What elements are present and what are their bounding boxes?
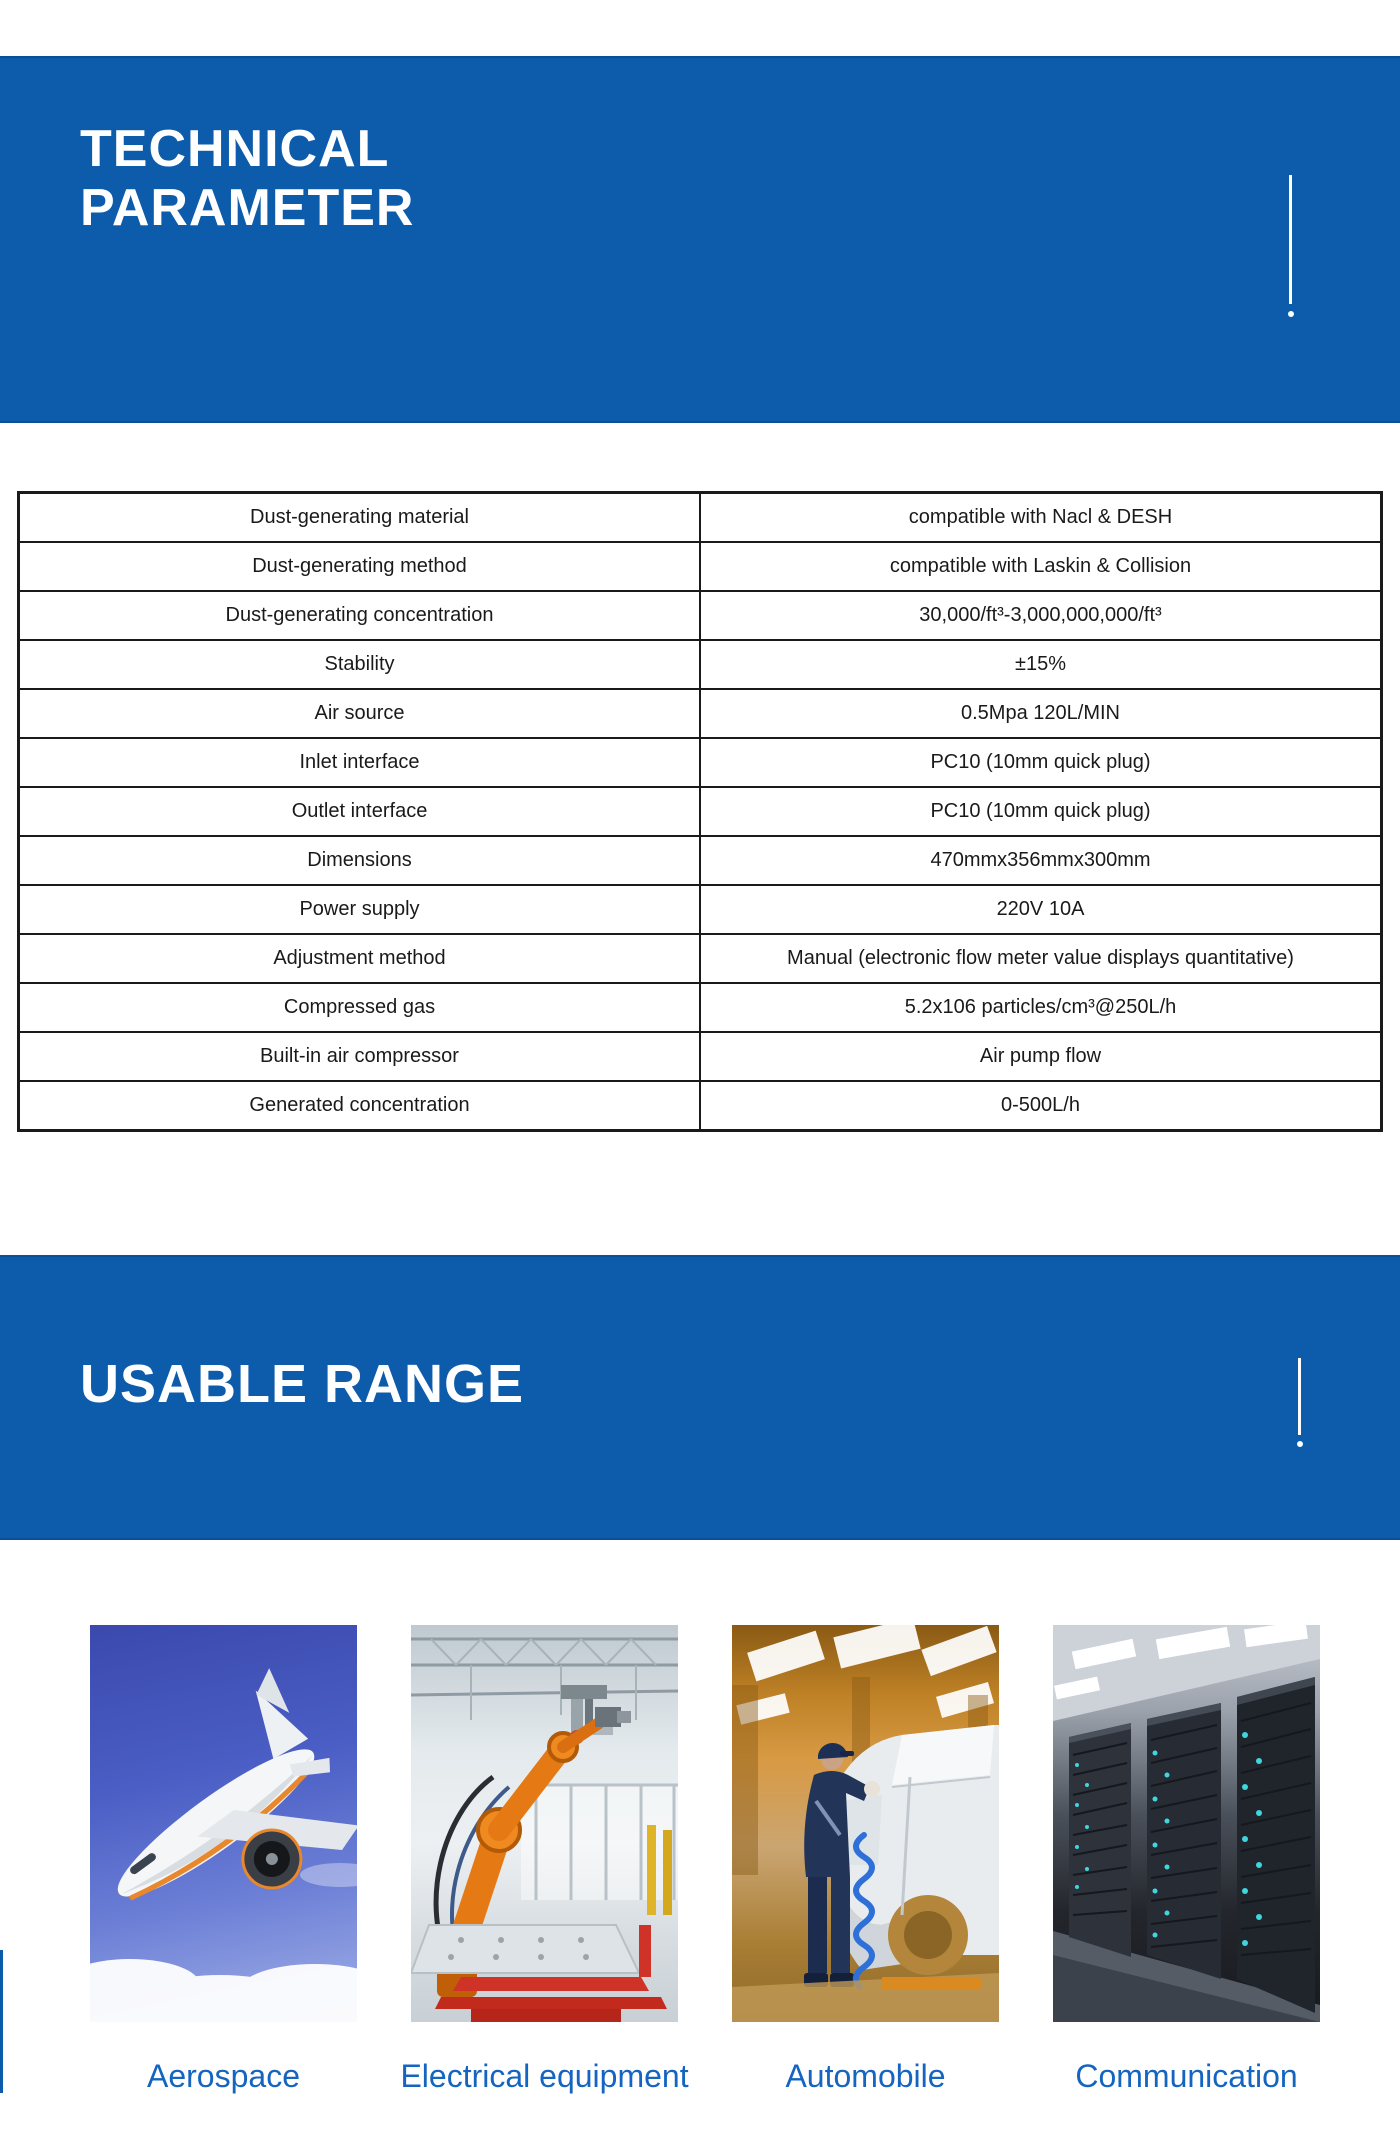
spec-label-cell: Dust-generating method (19, 542, 701, 591)
table-row (19, 787, 1382, 836)
spec-label-cell: Generated concentration (19, 1081, 701, 1131)
robot-arm-photo (411, 1625, 678, 2022)
usable-range-card-aerospace (90, 1625, 357, 2095)
technical-parameter-banner (0, 56, 1400, 423)
car-assembly-photo (732, 1625, 999, 2022)
airplane-photo (90, 1625, 357, 2022)
left-edge-accent (0, 1950, 3, 2093)
spec-label-cell: Stability (19, 640, 701, 689)
usable-range-card-communication (1053, 1625, 1320, 2095)
spec-label-cell: Adjustment method (19, 934, 701, 983)
technical-parameter-title-line1: TECHNICAL (80, 120, 390, 178)
table-row (19, 934, 1382, 983)
robot-arm-illustration (411, 1625, 678, 2022)
usable-range-caption-electrical: Electrical equipment (400, 2058, 689, 2094)
table-row (19, 542, 1382, 591)
spec-label-cell: Dimensions (19, 836, 701, 885)
spec-value-cell: Air pump flow (700, 1032, 1382, 1081)
spec-label-cell: Built-in air compressor (19, 1032, 701, 1081)
spec-value-cell: 220V 10A (700, 885, 1382, 934)
table-row (19, 983, 1382, 1032)
spec-label-cell: Inlet interface (19, 738, 701, 787)
usable-range-banner (0, 1255, 1400, 1540)
spec-value-cell: PC10 (10mm quick plug) (700, 738, 1382, 787)
server-racks-photo (1053, 1625, 1320, 2022)
banner-accent-dot (1297, 1441, 1303, 1447)
car-assembly-illustration (732, 1625, 999, 2022)
table-row (19, 689, 1382, 738)
usable-range-card-electrical (400, 1625, 689, 2095)
banner-accent-line (1298, 1358, 1301, 1435)
usable-range-caption-communication: Communication (1075, 2058, 1298, 2094)
spec-value-cell: 0.5Mpa 120L/MIN (700, 689, 1382, 738)
spec-value-cell: 5.2x106 particles/cm³@250L/h (700, 983, 1382, 1032)
spec-label-cell: Dust-generating material (19, 493, 701, 543)
usable-range-caption-aerospace: Aerospace (147, 2058, 300, 2094)
spec-table (17, 491, 1383, 1132)
spec-label-cell: Outlet interface (19, 787, 701, 836)
table-row (19, 738, 1382, 787)
spec-label-cell: Compressed gas (19, 983, 701, 1032)
spec-value-cell: Manual (electronic flow meter value displays quantitative) (700, 934, 1382, 983)
spec-value-cell: 30,000/ft³-3,000,000,000/ft³ (700, 591, 1382, 640)
spec-value-cell: 0-500L/h (700, 1081, 1382, 1131)
usable-range-caption-automobile: Automobile (785, 2058, 946, 2094)
spec-value-cell: PC10 (10mm quick plug) (700, 787, 1382, 836)
table-row (19, 836, 1382, 885)
spec-value-cell: 470mmx356mmx300mm (700, 836, 1382, 885)
table-row (19, 1081, 1382, 1131)
server-racks-illustration (1053, 1625, 1320, 2022)
technical-parameter-title-line2: PARAMETER (80, 179, 415, 237)
spec-label-cell: Air source (19, 689, 701, 738)
banner-accent-line (1289, 175, 1292, 304)
spec-label-cell: Power supply (19, 885, 701, 934)
technical-parameter-title (80, 120, 414, 238)
usable-range-title: USABLE RANGE (80, 1354, 525, 1414)
usable-range-card-automobile (732, 1625, 999, 2095)
spec-label-cell: Dust-generating concentration (19, 591, 701, 640)
table-row (19, 1032, 1382, 1081)
spec-value-cell: compatible with Laskin & Collision (700, 542, 1382, 591)
airplane-illustration (90, 1625, 357, 2022)
table-row (19, 885, 1382, 934)
spec-value-cell: compatible with Nacl & DESH (700, 493, 1382, 543)
table-row (19, 493, 1382, 543)
banner-accent-dot (1288, 311, 1294, 317)
table-row (19, 591, 1382, 640)
table-row (19, 640, 1382, 689)
spec-value-cell: ±15% (700, 640, 1382, 689)
